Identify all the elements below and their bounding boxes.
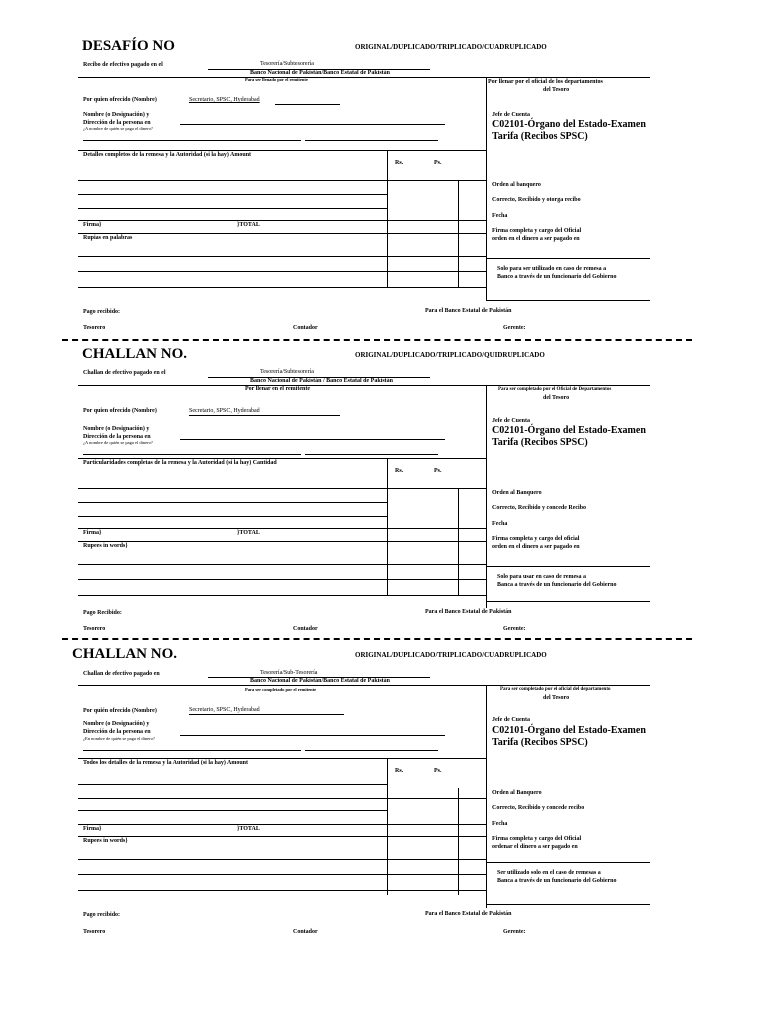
challan-form-2 xyxy=(0,338,768,638)
offered-by-label: Por quien ofrecido (Nombre) xyxy=(83,97,157,103)
on-behalf-label: ¿A nombre de quién se paga el dinero? xyxy=(83,440,153,445)
bank-label: Banco Nacional de Pakistán/Banco Estatal de Pakistán xyxy=(250,70,391,76)
remittance-note: Ser utilizado solo en el caso de remesas a xyxy=(497,870,601,876)
officer-signature-label: Firma completa y cargo del Oficial xyxy=(492,836,582,842)
remittance-note: Solo para usar en caso de remesa a xyxy=(497,574,586,580)
date-label: Fecha xyxy=(492,213,508,219)
account-head-label: Jefe de Cuenta xyxy=(492,717,530,723)
rupees-header: Rs. xyxy=(395,468,404,474)
bank-order-label: Orden al Banquero xyxy=(492,790,542,796)
manager-label: Gerente: xyxy=(503,325,526,331)
receipt-label: Challan de efectivo pagado en el xyxy=(83,370,166,376)
officer-note-treasury: del Tesoro xyxy=(543,395,570,401)
correct-received-label: Correcto, Recibido y otorga recibo xyxy=(492,197,581,203)
receipt-label: Recibo de efectivo pagado en el xyxy=(83,62,163,68)
remittance-note-2: Banco a través de un funcionario del Gobierno xyxy=(497,274,617,280)
treasurer-label: Tesorero xyxy=(83,626,106,632)
officer-signature-label: Firma completa y cargo del Oficial xyxy=(492,228,582,234)
amount-in-words-label: Rupees in words} xyxy=(83,838,128,844)
paisa-header: Ps. xyxy=(434,468,442,474)
manager-label: Gerente: xyxy=(503,929,526,935)
officer-note-treasury: del Tesoro xyxy=(543,695,570,701)
name-label: Nombre (o Designación) y xyxy=(83,426,150,432)
copies-label: ORIGINAL/DUPLICADO/TRIPLICADO/CUADRUPLICADO xyxy=(355,651,547,659)
form-title: CHALLAN NO. xyxy=(72,646,178,662)
on-behalf-label: ¿En nombre de quién se paga el dinero? xyxy=(83,736,155,741)
correct-received-label: Correcto, Recibido y concede Recibo xyxy=(492,505,587,511)
remittance-note-2: Banca a través de un funcionario del Gobierno xyxy=(497,878,617,884)
treasurer-label: Tesorero xyxy=(83,325,106,331)
payment-received-label: Pago Recibido: xyxy=(83,610,122,616)
account-code: C02101-Órgano del Estado-Examen xyxy=(492,425,646,436)
address-label: Dirección de la persona en xyxy=(83,120,151,126)
bank-label: Banco Nacional de Pakistán/Banco Estatal de Pakistán xyxy=(250,678,391,684)
officer-signature-label: Firma completa y cargo del oficial xyxy=(492,536,580,542)
officer-note-treasury: del Tesoro xyxy=(543,87,570,93)
state-bank-label: Para el Banco Estatal de Pakistán xyxy=(425,609,512,615)
receipt-label: Challan de efectivo pagado en xyxy=(83,671,160,677)
officer-note: Por llenar por el oficial de los departamentos xyxy=(488,79,603,85)
paisa-header: Ps. xyxy=(434,768,442,774)
remittance-note: Solo para ser utilizado en caso de remesa a xyxy=(497,266,607,272)
officer-note: Para ser completado por el Oficial de Departamentos xyxy=(498,387,612,392)
accountant-label: Contador xyxy=(293,929,318,935)
offered-by-value: Secretario, SPSC, Hyderabad xyxy=(189,97,260,103)
offered-by-label: Por quien ofrecido (Nombre) xyxy=(83,408,157,414)
challan-form-3 xyxy=(0,638,768,938)
total-label: }TOTAL xyxy=(237,826,260,832)
remitter-note: Para ser llenado por el remitente xyxy=(245,77,308,82)
officer-order-label: orden en el dinero a ser pagado en xyxy=(492,544,580,550)
payment-received-label: Pago recibido: xyxy=(83,912,121,918)
name-label: Nombre (o Designación) y xyxy=(83,112,150,118)
payment-received-label: Pago recibido: xyxy=(83,309,121,315)
copies-label: ORIGINAL/DUPLICADO/TRIPLICADO/CUADRUPLICADO xyxy=(355,43,547,51)
account-head-label: Jefe de Cuenta xyxy=(492,418,530,424)
details-label: Particularidades completas de la remesa y la Autoridad (si la hay) Cantidad xyxy=(83,460,277,466)
fee-label: Tarifa (Recibos SPSC) xyxy=(492,131,588,142)
details-label: Detalles completos de la remesa y la Autoridad (si la hay) Amount xyxy=(83,152,252,158)
copies-label: ORIGINAL/DUPLICADO/TRIPLICADO/QUIDRUPLICADO xyxy=(355,351,545,359)
treasury-label: Tesorería/Subtesorería xyxy=(260,369,314,375)
total-label: }TOTAL xyxy=(237,530,260,536)
correct-received-label: Correcto, Recibido y concede recibo xyxy=(492,805,585,811)
signature-label: Firma} xyxy=(83,826,102,832)
treasury-label: Tesorería/Subtesorería xyxy=(260,61,314,67)
date-label: Fecha xyxy=(492,821,508,827)
treasurer-label: Tesorero xyxy=(83,929,106,935)
date-label: Fecha xyxy=(492,521,508,527)
signature-label: Firma} xyxy=(83,222,102,228)
offered-by-label: Por quién ofrecido (Nombre) xyxy=(83,708,157,714)
remitter-note: Por llenar en el remitente xyxy=(245,386,310,392)
bank-order-label: Orden al Banquero xyxy=(492,490,542,496)
paisa-header: Ps. xyxy=(434,160,442,166)
total-label: }TOTAL xyxy=(237,222,260,228)
form-title: DESAFÍO NO xyxy=(82,38,175,54)
rupees-header: Rs. xyxy=(395,160,404,166)
fee-label: Tarifa (Recibos SPSC) xyxy=(492,437,588,448)
offered-by-value: Secretario, SPSC, Hyderabad xyxy=(189,408,260,414)
officer-order-label: orden en el dinero a ser pagado en xyxy=(492,236,580,242)
manager-label: Gerente: xyxy=(503,626,526,632)
fee-label: Tarifa (Recibos SPSC) xyxy=(492,737,588,748)
accountant-label: Contador xyxy=(293,325,318,331)
account-code: C02101-Órgano del Estado-Examen xyxy=(492,119,646,130)
signature-label: Firma} xyxy=(83,530,102,536)
address-label: Dirección de la persona en xyxy=(83,434,151,440)
details-label: Todos los detalles de la remesa y la Autoridad (si la hay) Amount xyxy=(83,760,249,766)
accountant-label: Contador xyxy=(293,626,318,632)
offered-by-value: Secretario, SPSC, Hyderabad xyxy=(189,707,260,713)
on-behalf-label: ¿A nombre de quién se paga el dinero? xyxy=(83,126,153,131)
account-head-label: Jefe de Cuenta xyxy=(492,112,530,118)
treasury-label: Tesorería/Sub-Tesorería xyxy=(260,670,318,676)
form-title: CHALLAN NO. xyxy=(82,346,188,362)
remitter-note: Para ser completado por el remitente xyxy=(245,687,317,692)
bank-label: Banco Nacional de Pakistán / Banco Estatal de Pakistán xyxy=(250,378,394,384)
bank-order-label: Orden al banquero xyxy=(492,182,541,188)
officer-order-label: ordenar el dinero a ser pagado en xyxy=(492,844,578,850)
state-bank-label: Para el Banco Estatal de Pakistán xyxy=(425,911,512,917)
amount-in-words-label: Rupias en palabras xyxy=(83,235,133,241)
remittance-note-2: Banca a través de un funcionario del Gobierno xyxy=(497,582,617,588)
state-bank-label: Para el Banco Estatal de Pakistán xyxy=(425,308,512,314)
account-code: C02101-Órgano del Estado-Examen xyxy=(492,725,646,736)
rupees-header: Rs. xyxy=(395,768,404,774)
name-label: Nombre (o Designación) y xyxy=(83,721,150,727)
address-label: Dirección de la persona en xyxy=(83,729,151,735)
challan-form-1 xyxy=(0,30,768,330)
officer-note: Para ser completado por el oficial del departamento xyxy=(500,687,611,692)
amount-in-words-label: Rupees in words} xyxy=(83,543,128,549)
